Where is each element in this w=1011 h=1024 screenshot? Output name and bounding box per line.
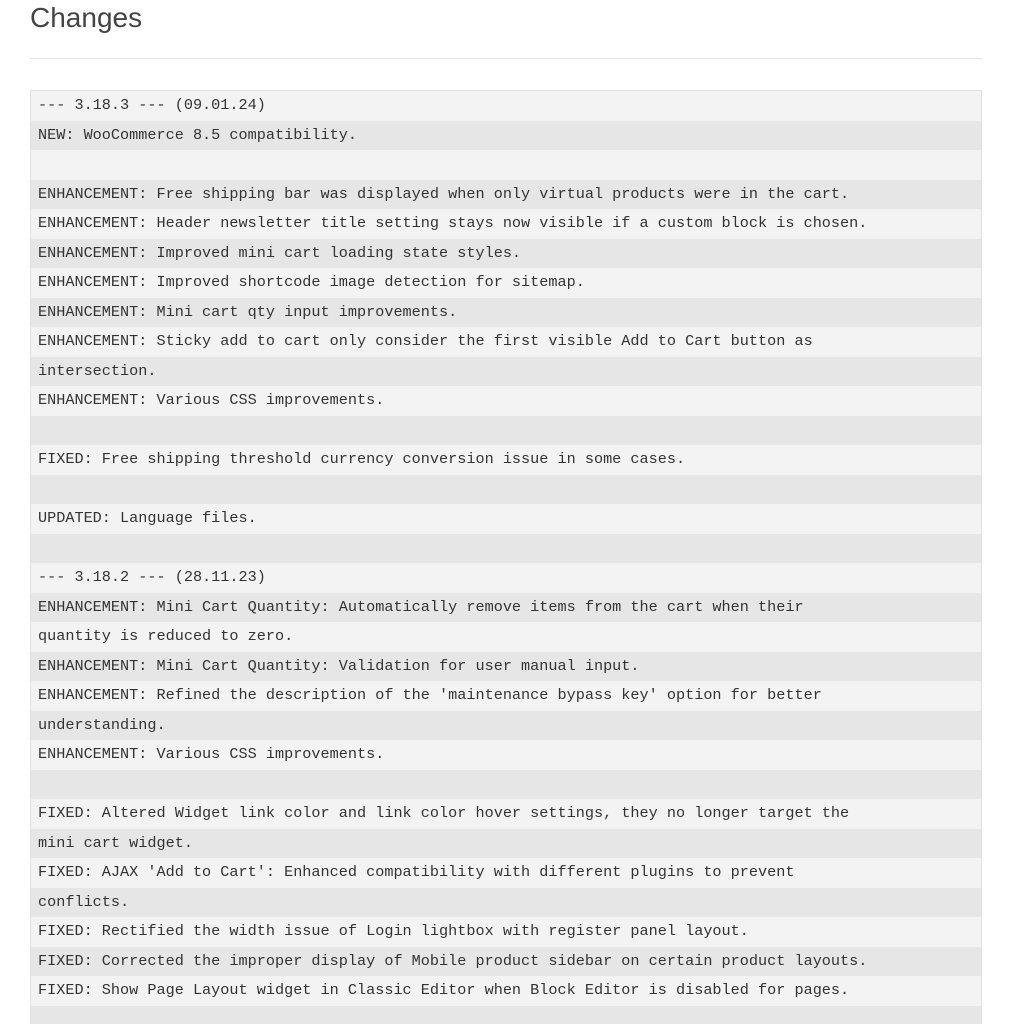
changelog-line — [31, 150, 981, 180]
changelog-line — [31, 475, 981, 505]
changelog-line: ENHANCEMENT: Improved shortcode image detection for sitemap. — [31, 268, 981, 298]
changelog-line: NEW: WooCommerce 8.5 compatibility. — [31, 121, 981, 151]
changelog-line: ENHANCEMENT: Mini Cart Quantity: Validation for user manual input. — [31, 652, 981, 682]
changelog-line: FIXED: Altered Widget link color and link color hover settings, they no longer target the — [31, 799, 981, 829]
changelog-line: mini cart widget. — [31, 829, 981, 859]
changelog-line: FIXED: Free shipping threshold currency conversion issue in some cases. — [31, 445, 981, 475]
changelog-line: FIXED: AJAX 'Add to Cart': Enhanced compatibility with different plugins to prevent — [31, 858, 981, 888]
changelog-line: --- 3.18.3 --- (09.01.24) — [31, 91, 981, 121]
changelog-line: understanding. — [31, 711, 981, 741]
changelog-line: ENHANCEMENT: Free shipping bar was displayed when only virtual products were in the cart. — [31, 180, 981, 210]
changelog-line: --- 3.18.2 --- (28.11.23) — [31, 563, 981, 593]
changelog-line: quantity is reduced to zero. — [31, 622, 981, 652]
changelog-line — [31, 416, 981, 446]
changelog-line: intersection. — [31, 357, 981, 387]
changelog-line: FIXED: Rectified the width issue of Login lightbox with register panel layout. — [31, 917, 981, 947]
changelog-line: ENHANCEMENT: Various CSS improvements. — [31, 740, 981, 770]
changelog-line — [31, 770, 981, 800]
changelog-line: FIXED: Corrected the improper display of Mobile product sidebar on certain product layouts. — [31, 947, 981, 977]
changelog-line — [31, 534, 981, 564]
changelog-line: FIXED: Show Page Layout widget in Classic Editor when Block Editor is disabled for pages. — [31, 976, 981, 1006]
changelog-line: ENHANCEMENT: Mini Cart Quantity: Automatically remove items from the cart when their — [31, 593, 981, 623]
changelog-line: ENHANCEMENT: Sticky add to cart only consider the first visible Add to Cart button as — [31, 327, 981, 357]
changelog-block — [30, 90, 982, 1024]
changelog-line — [31, 1006, 981, 1024]
changelog-line: ENHANCEMENT: Mini cart qty input improvements. — [31, 298, 981, 328]
changelog-line: ENHANCEMENT: Header newsletter title setting stays now visible if a custom block is chosen. — [31, 209, 981, 239]
changelog-line: UPDATED: Language files. — [31, 504, 981, 534]
page-title: Changes — [30, 2, 143, 33]
title-divider — [30, 58, 982, 59]
changelog-line: ENHANCEMENT: Various CSS improvements. — [31, 386, 981, 416]
changelog-line: ENHANCEMENT: Refined the description of the 'maintenance bypass key' option for better — [31, 681, 981, 711]
changelog-line: ENHANCEMENT: Improved mini cart loading state styles. — [31, 239, 981, 269]
changelog-line: conflicts. — [31, 888, 981, 918]
